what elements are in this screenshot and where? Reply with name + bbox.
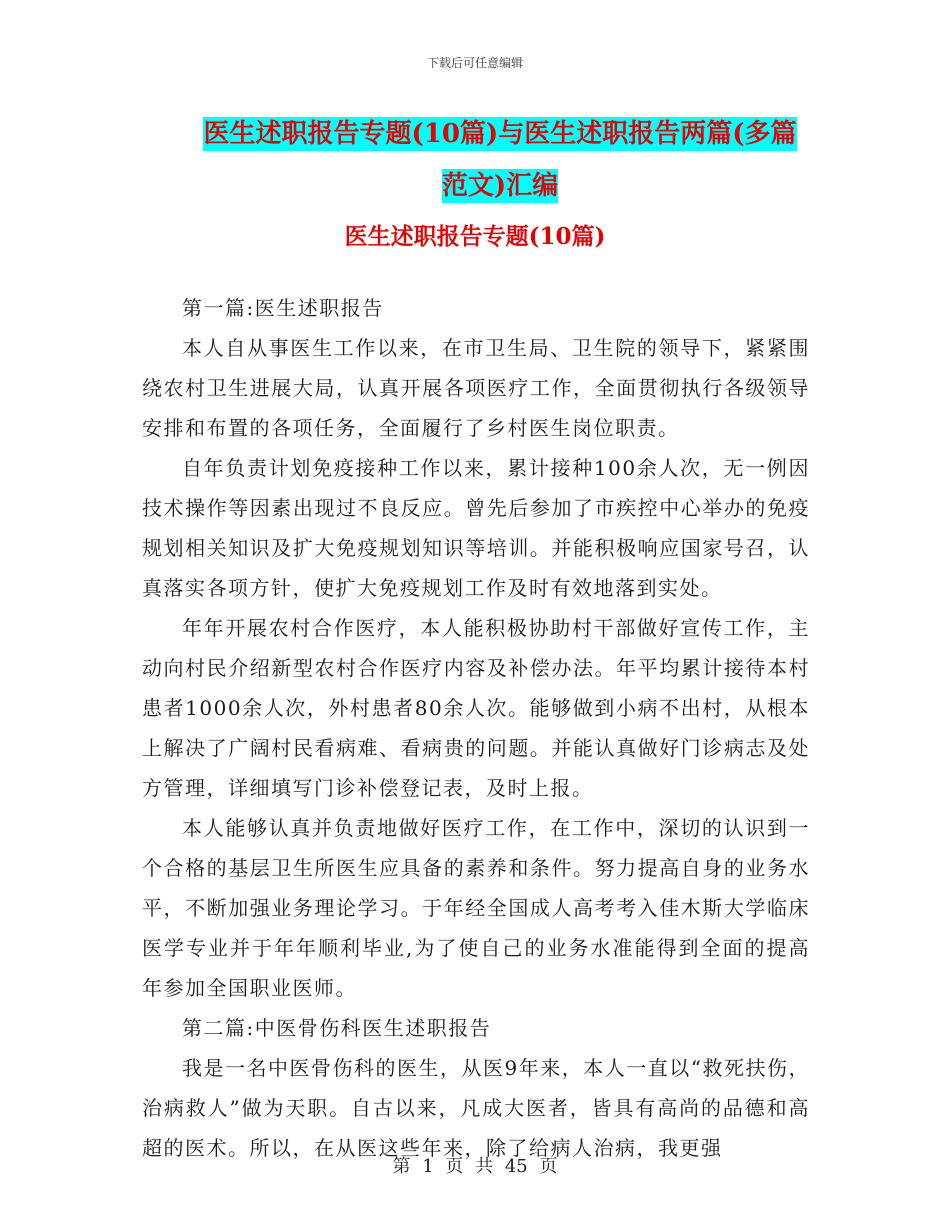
header-note: 下载后可任意编辑 <box>426 56 523 70</box>
chapter-heading-2: 第二篇:中医骨伤科医生述职报告 <box>182 1016 492 1040</box>
paragraph: 年年开展农村合作医疗，本人能积极协助村干部做好宣传工作，主动向村民介绍新型农村合作医疗内容及补偿办法。年平均累计接待本村患者1000余人次，外村患者80余人次。能够做到小病不出村，从根本上解决了广阔村民看病难、看病贵的问题。并能认真做好门诊病志及处方管理，详细填写门诊补偿登记表，及时上报。 <box>142 616 810 800</box>
document-title <box>150 108 850 212</box>
paragraph: 我是一名中医骨伤科的医生，从医9年来，本人一直以“救死扶伤，治病救人”做为天职。自古以来，凡成大医者，皆具有高尚的品德和高超的医术。所以，在从医这些年来，除了给病人治病，我更强 <box>142 1056 810 1160</box>
paragraph: 本人自从事医生工作以来，在市卫生局、卫生院的领导下，紧紧围绕农村卫生进展大局，认真开展各项医疗工作，全面贯彻执行各级领导安排和布置的各项任务，全面履行了乡村医生岗位职责。 <box>142 336 810 440</box>
title-line-2: 范文)汇编 <box>441 171 559 201</box>
paragraph: 自年负责计划免疫接种工作以来，累计接种100余人次，无一例因技术操作等因素出现过不良反应。曾先后参加了市疾控中心举办的免疫规划相关知识及扩大免疫规划知识等培训。并能积极响应国家号召，认真落实各项方针，使扩大免疫规划工作及时有效地落到实处。 <box>142 456 810 600</box>
body-text <box>142 288 810 1168</box>
paragraph: 本人能够认真并负责地做好医疗工作，在工作中，深切的认识到一个合格的基层卫生所医生应具备的素养和条件。努力提高自身的业务水平，不断加强业务理论学习。于年经全国成人高考考入佳木斯大学临床医学专业并于年年顺利毕业,为了使自己的业务水准能得到全面的提高年参加全国职业医师。 <box>142 816 810 1000</box>
section-title: 医生述职报告专题(10篇) <box>344 223 606 250</box>
chapter-heading-1: 第一篇:医生述职报告 <box>182 296 384 320</box>
page-footer: 第 1 页 共 45 页 <box>392 1156 558 1177</box>
title-line-1: 医生述职报告专题(10篇)与医生述职报告两篇(多篇 <box>203 119 797 149</box>
